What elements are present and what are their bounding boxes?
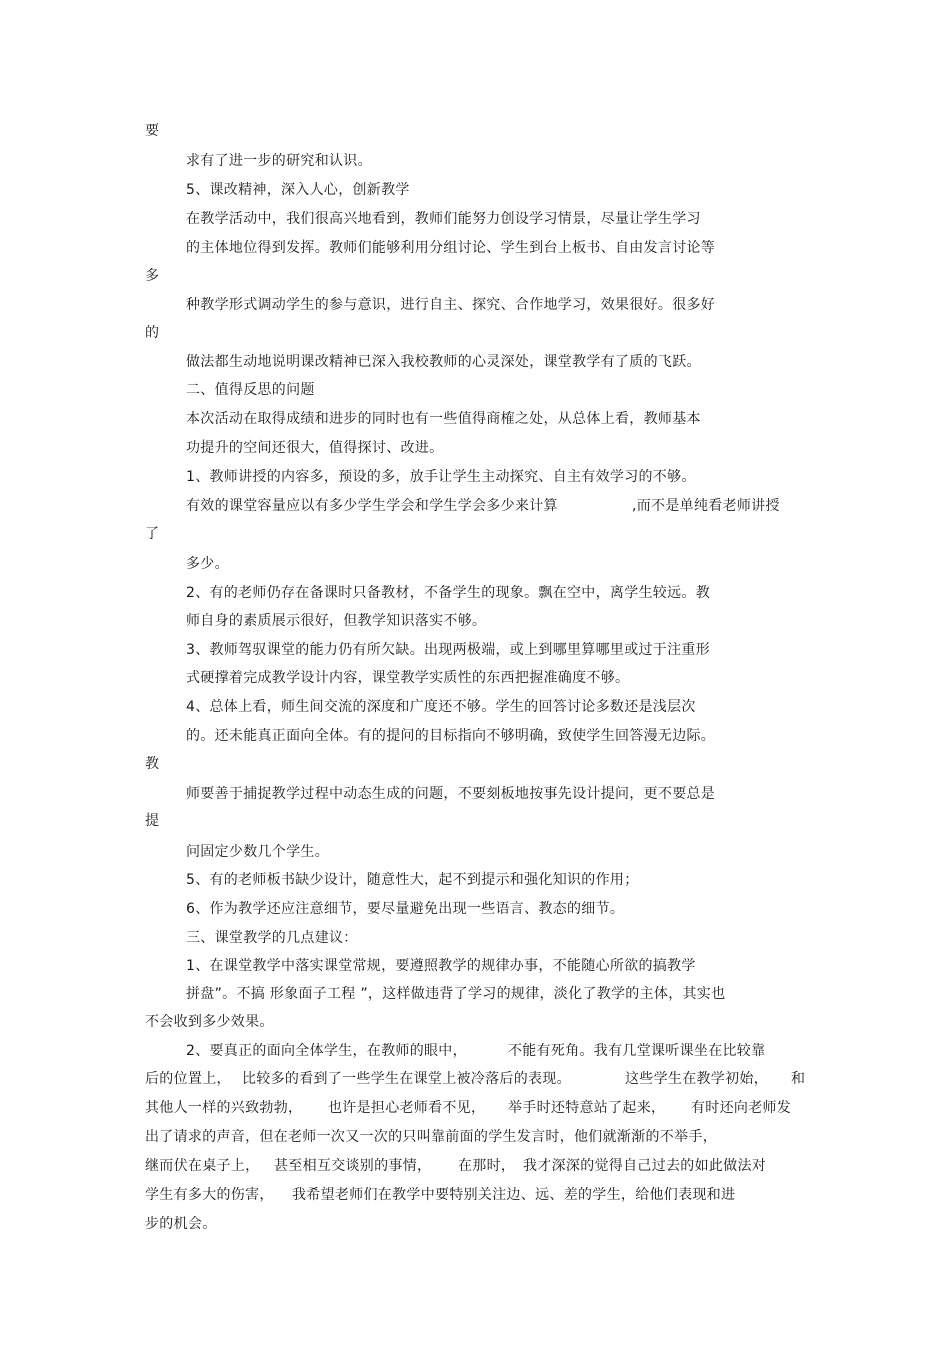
text-line: 拼盘”。不搞 形象面子工程 ”，这样做违背了学习的规律，淡化了教学的主体，其实也 xyxy=(186,986,726,1002)
section-heading: 三、课堂教学的几点建议： xyxy=(186,930,358,946)
text-line: 也许是担心老师看不见， xyxy=(328,1100,486,1116)
text-line: 要 xyxy=(145,123,160,139)
text-line: 举手时还特意站了起来， xyxy=(508,1100,666,1116)
text-line: 甚至相互交谈别的事情， xyxy=(274,1158,432,1174)
text-line: 多少。 xyxy=(186,556,229,572)
text-line: 5、有的老师板书缺少设计，随意性大，起不到提示和强化知识的作用； xyxy=(186,872,639,888)
text-line: 1、教师讲授的内容多，预设的多，放手让学生主动探究、自主有效学习的不够。 xyxy=(186,469,696,485)
text-line: 问固定少数几个学生。 xyxy=(186,844,329,860)
text-line: 在那时， xyxy=(458,1158,516,1174)
text-line: 3、教师驾驭课堂的能力仍有所欠缺。出现两极端，或上到哪里算哪里或过于注重形 xyxy=(186,642,711,658)
text-line: 了 xyxy=(145,526,160,542)
text-line: 多 xyxy=(145,268,160,284)
text-line: 4、总体上看，师生间交流的深度和广度还不够。学生的回答讨论多数还是浅层次 xyxy=(186,699,696,715)
text-line: 种教学形式调动学生的参与意识，进行自主、探究、合作地学习，效果很好。很多好 xyxy=(186,297,716,313)
text-line: 2、要真正的面向全体学生，在教师的眼中， xyxy=(186,1043,467,1059)
text-line: 有时还向老师发 xyxy=(691,1100,792,1116)
text-line: 本次活动在取得成绩和进步的同时也有一些值得商榷之处，从总体上看，教师基本 xyxy=(186,411,701,427)
text-line: 我希望老师们在教学中要特别关注边、远、差的学生，给他们表现和进 xyxy=(292,1187,736,1203)
text-line: 求有了进一步的研究和认识。 xyxy=(186,153,372,169)
text-line: 做法都生动地说明课改精神已深入我校教师的心灵深处，课堂教学有了质的飞跃。 xyxy=(186,354,701,370)
text-line: 师要善于捕捉教学过程中动态生成的问题，不要刻板地按事先设计提问，更不要总是 xyxy=(186,786,716,802)
text-line: 2、有的老师仍存在备课时只备教材，不备学生的现象。飘在空中，离学生较远。教 xyxy=(186,585,711,601)
text-line: 功提升的空间还很大，值得探讨、改进。 xyxy=(186,440,444,456)
text-line: 6、作为教学还应注意细节，要尽量避免出现一些语言、教态的细节。 xyxy=(186,901,625,917)
text-line: 的。还未能真正面向全体。有的提问的目标指向不够明确，致使学生回答漫无边际。 xyxy=(186,728,716,744)
text-line: 后的位置上， xyxy=(145,1071,231,1087)
text-line: 学生有多大的伤害， xyxy=(145,1187,274,1203)
text-line: 继而伏在桌子上， xyxy=(145,1158,260,1174)
text-line: 有效的课堂容量应以有多少学生学会和学生学会多少来计算 xyxy=(186,498,558,514)
text-line: 其他人一样的兴致勃勃， xyxy=(145,1100,303,1116)
text-line: 在教学活动中，我们很高兴地看到，教师们能努力创设学习情景，尽量让学生学习 xyxy=(186,211,701,227)
text-line: 这些学生在教学初始， xyxy=(625,1071,768,1087)
text-line: 不会收到多少效果。 xyxy=(145,1014,274,1030)
text-line: 步的机会。 xyxy=(145,1216,217,1232)
text-line: 的 xyxy=(145,325,160,341)
section-heading: 5、课改精神，深入人心，创新教学 xyxy=(186,182,410,198)
text-line: 1、在课堂教学中落实课堂常规，要遵照教学的规律办事，不能随心所欲的搞教学 xyxy=(186,958,696,974)
text-line: ,而不是单纯看老师讲授 xyxy=(632,498,780,514)
text-line: 的主体地位得到发挥。教师们能够利用分组讨论、学生到台上板书、自由发言讨论等 xyxy=(186,240,716,256)
text-line: 我才深深的觉得自己过去的如此做法对 xyxy=(523,1158,767,1174)
text-line: 和 xyxy=(791,1071,806,1087)
text-line: 提 xyxy=(145,813,160,829)
section-heading: 二、值得反思的问题 xyxy=(186,382,315,398)
text-line: 不能有死角。我有几堂课听课坐在比较靠 xyxy=(508,1043,766,1059)
text-line: 教 xyxy=(145,756,160,772)
text-line: 比较多的看到了一些学生在课堂上被冷落后的表现。 xyxy=(242,1071,571,1087)
text-line: 出了请求的声音，但在老师一次又一次的只叫靠前面的学生发言时，他们就渐渐的不举手， xyxy=(145,1129,717,1145)
text-line: 式硬撑着完成教学设计内容，课堂教学实质性的东西把握准确度不够。 xyxy=(186,670,630,686)
text-line: 师自身的素质展示很好，但教学知识落实不够。 xyxy=(186,613,487,629)
